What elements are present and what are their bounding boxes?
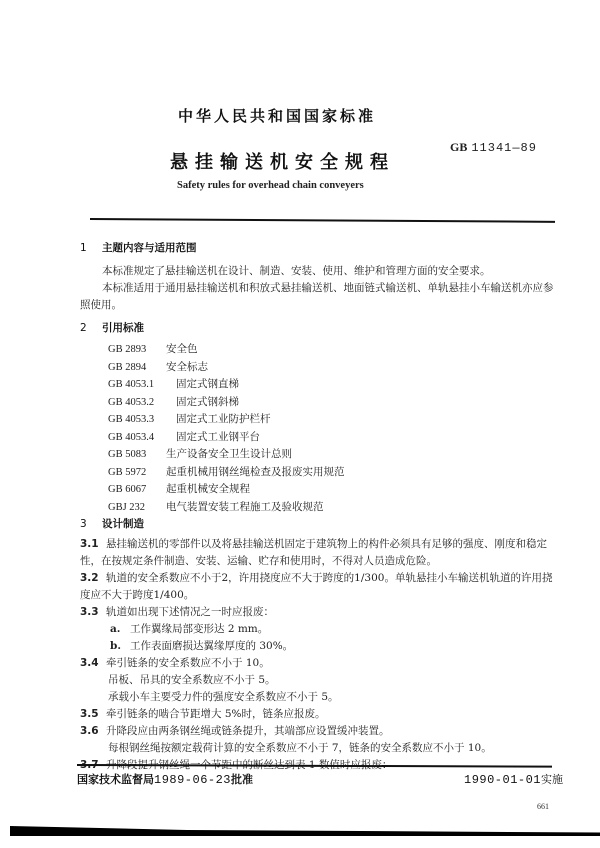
section-1-paragraph: 本标准规定了悬挂输送机在设计、制造、安装、使用、维护和管理方面的安全要求。: [102, 265, 491, 277]
clause-3-2: 3.2 轨道的安全系数应不小于2，许用挠度应不大于跨度的1/300。单轨悬挂小车输送机轨道的许用挠度应不大于跨度1/400。: [80, 572, 553, 601]
reference-item: GB 4053.4 固定式工业钢平台: [108, 430, 260, 443]
approval-date: 1989-06-23: [154, 773, 232, 787]
clause-3-1: 3.1 悬挂输送机的零部件以及将悬挂输送机固定于建筑物上的构件必须具有足够的强度、刚度和稳定性，在按规定条件制造、安装、运输、贮存和使用时，不得对人员造成危险。: [80, 538, 547, 567]
issuer: 国家技术监督局: [77, 773, 154, 786]
english-subtitle: Safety rules for overhead chain conveyers: [177, 180, 364, 191]
reference-item: GB 4053.3 固定式工业防护栏杆: [108, 413, 271, 425]
reference-list: [108, 341, 345, 516]
reference-item: GB 5972 起重机械用钢丝绳检查及报废实用规范: [108, 465, 345, 478]
reference-item: GB 4053.2 固定式钢斜梯: [108, 395, 239, 408]
clause-3-5: 3.5 牵引链条的啮合节距增大 5%时，链条应报废。: [80, 708, 326, 720]
section-1-body: [80, 263, 555, 314]
reference-item: GB 4053.1 固定式钢直梯: [108, 378, 239, 390]
section-1-paragraph: 本标准适用于通用悬挂输送机和积放式悬挂输送机、地面链式输送机、单轨悬挂小车输送机亦应参照使用。: [80, 282, 554, 311]
standard-number: [450, 140, 537, 155]
reference-item: GB 5083 生产设备安全卫生设计总则: [108, 448, 292, 460]
clause-3-4: 3.4 牵引链条的安全系数应不小于 10。: [80, 657, 270, 669]
effective-label: 实施: [541, 773, 564, 786]
standard-code: 11341—89: [471, 141, 537, 155]
reference-item: GB 2893 安全色: [108, 343, 198, 355]
standard-prefix: GB: [450, 140, 468, 154]
clause-3-3: 3.3 轨道如出现下述情况之一时应报废：: [80, 606, 274, 618]
section-3-body: [80, 536, 558, 774]
clause-3-6: 3.6 升降段应由两条钢丝绳或链条提升，其端部应设置缓冲装置。: [80, 725, 390, 737]
effective-line: [464, 771, 563, 787]
approval-label: 批准: [231, 773, 254, 786]
section-2-heading: 2 引用标准: [80, 322, 144, 334]
scan-edge-artifact: [10, 826, 600, 836]
section-3-heading: 3 设计制造: [80, 518, 144, 530]
effective-date: 1990-01-01: [464, 773, 542, 787]
reference-item: GBJ 232 电气装置安装工程施工及验收规范: [108, 500, 324, 513]
page-number: 661: [537, 802, 549, 811]
reference-item: GB 2894 安全标志: [108, 360, 208, 373]
clause-3-6-continuation: 每根钢丝绳按额定载荷计算的安全系数应不小于 7，链条的安全系数应不小于 10。: [108, 742, 492, 754]
clause-3-3-item-b: b. 工作表面磨损达翼缘厚度的 30%。: [110, 640, 294, 652]
national-standard-heading: 中华人民共和国国家标准: [178, 107, 377, 125]
clause-3-3-item-a: a. 工作翼缘局部变形达 2 mm。: [110, 623, 269, 635]
document-title: 悬挂输送机安全规程: [170, 152, 395, 173]
header-divider: [90, 218, 555, 223]
section-1-heading: 1 主题内容与适用范围: [80, 242, 197, 254]
clause-3-4-continuation: 吊板、吊具的安全系数应不小于 5。: [108, 674, 276, 686]
approval-line: [77, 771, 253, 787]
reference-item: GB 6067 起重机械安全规程: [108, 483, 250, 495]
clause-3-4-continuation: 承载小车主要受力件的强度安全系数应不小于 5。: [108, 691, 339, 703]
